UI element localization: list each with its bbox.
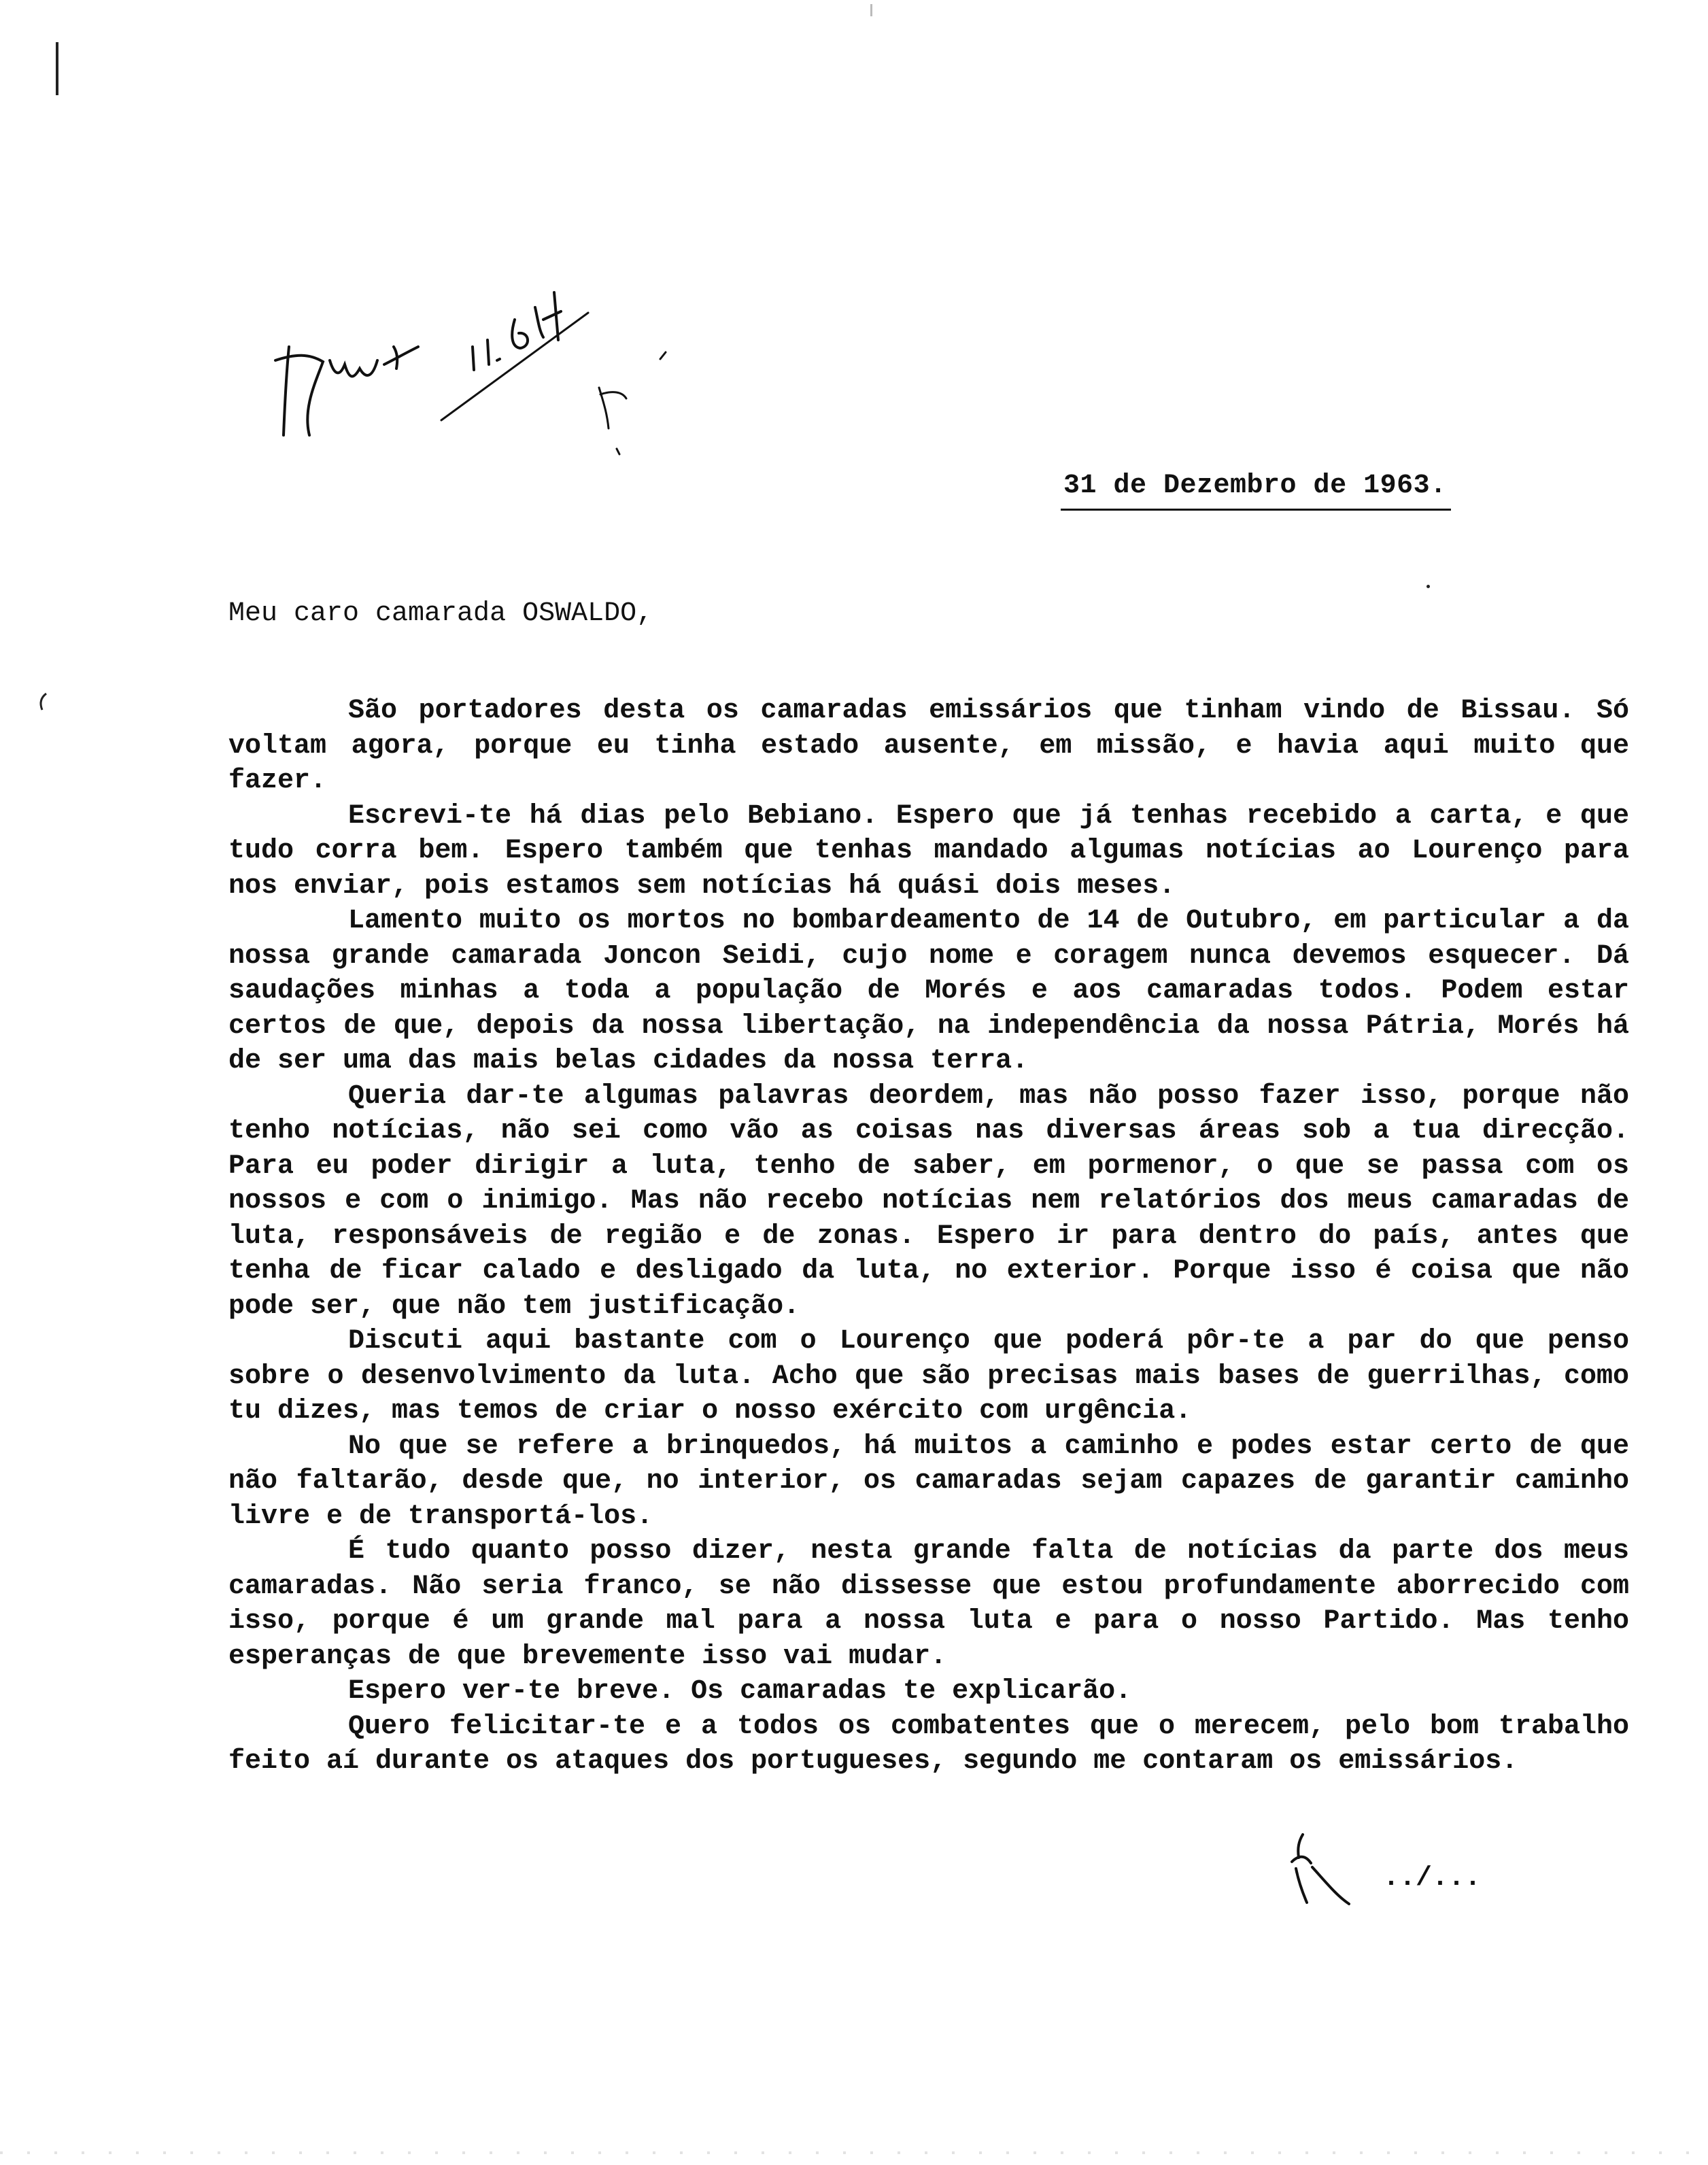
letter-date: 31 de Dezembro de 1963. <box>1063 471 1447 501</box>
continuation-mark: ../... <box>1383 1863 1482 1894</box>
handwritten-annotation <box>269 245 704 476</box>
paragraph: Quero felicitar-te e a todos os combatentes que o merecem, pelo bom trabalho feito aí durante os ataques dos portugueses, segundo me contaram os emissários. <box>228 1711 1629 1777</box>
paragraph: Escrevi-te há dias pelo Bebiano. Espero que já tenhas recebido a carta, e que tudo corra bem. Espero também que tenhas mandado algumas notícias ao Lourenço para nos enviar, pois estamos sem notícias há quási dois meses. <box>228 800 1629 902</box>
scan-speck <box>1427 585 1430 588</box>
paragraph: Espero ver-te breve. Os camaradas te explicarão. <box>348 1676 1132 1707</box>
letter-body <box>228 694 1629 1779</box>
scan-edge-noise <box>0 2151 1708 2154</box>
paragraph: Queria dar-te algumas palavras deordem, mas não posso fazer isso, porque não tenho notícias, não sei como vão as coisas nas diversas áreas sob a tua direcção. Para eu poder dirigir a luta, tenho de saber, em pormenor, o que se passa com os nossos e com o inimigo. Mas não recebo notícias nem relatórios dos meus camaradas de luta, responsáveis de região e de zonas. Espero ir para dentro do país, antes que tenha de ficar calado e desligado da luta, no exterior. Porque isso é coisa que não pode ser, que não tem justificação. <box>228 1080 1629 1322</box>
handwritten-signature <box>1278 1828 1360 1909</box>
date-underline <box>1061 509 1451 511</box>
margin-tick-mark <box>37 692 50 711</box>
scan-speck <box>870 4 872 16</box>
margin-mark <box>56 42 58 95</box>
paragraph: Lamento muito os mortos no bombardeamento de 14 de Outubro, em particular a da nossa grande camarada Joncon Seidi, cujo nome e coragem nunca devemos esquecer. Dá saudações minhas a toda a população de Morés e aos camaradas todos. Podem estar certos de que, depois da nossa libertação, na independência da nossa Pátria, Morés há de ser uma das mais belas cidades da nossa terra. <box>228 906 1629 1076</box>
letter-salutation: Meu caro camarada OSWALDO, <box>228 598 653 629</box>
paragraph: São portadores desta os camaradas emissários que tinham vindo de Bissau. Só voltam agora, porque eu tinha estado ausente, em missão, e havia aqui muito que fazer. <box>228 696 1629 796</box>
paragraph: Discuti aqui bastante com o Lourenço que poderá pôr-te a par do que penso sobre o desenvolvimento da luta. Acho que são precisas mais bases de guerrilhas, como tu dizes, mas temos de criar o nosso exército com urgência. <box>228 1326 1629 1427</box>
paragraph: É tudo quanto posso dizer, nesta grande falta de notícias da parte dos meus camaradas. Não seria franco, se não dissesse que estou profundamente aborrecido com isso, porque é um grande mal para a nossa luta e para o nosso Partido. Mas tenho esperanças de que brevemente isso vai mudar. <box>228 1536 1629 1672</box>
paragraph: No que se refere a brinquedos, há muitos a caminho e podes estar certo de que não faltarão, desde que, no interior, os camaradas sejam capazes de garantir caminho livre e de transportá-los. <box>228 1431 1629 1532</box>
